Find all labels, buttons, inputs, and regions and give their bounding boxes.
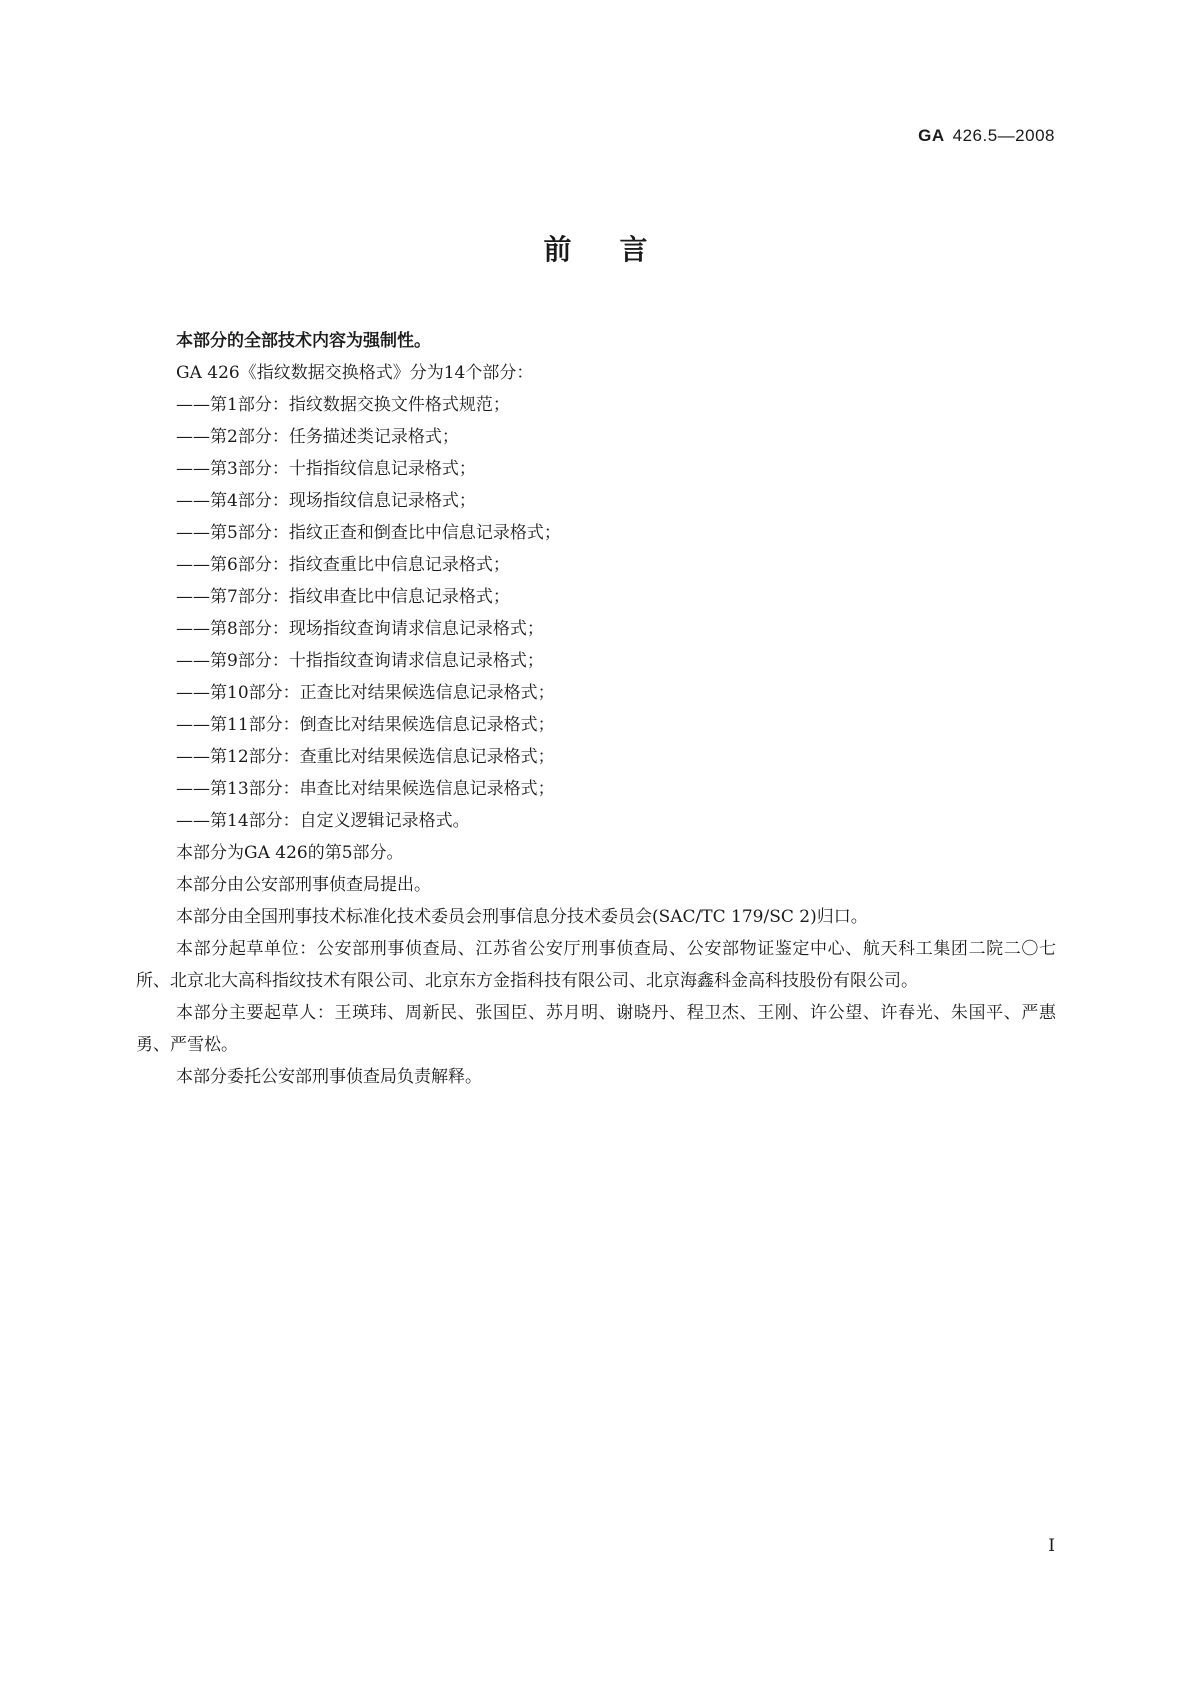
parts-list <box>136 389 1056 837</box>
list-item: ——第14部分：自定义逻辑记录格式。 <box>176 811 470 831</box>
list-item: ——第10部分：正查比对结果候选信息记录格式； <box>176 683 555 703</box>
list-item: ——第3部分：十指指纹信息记录格式； <box>176 459 476 479</box>
list-item: ——第7部分：指纹串查比中信息记录格式； <box>176 587 510 607</box>
list-item: ——第2部分：任务描述类记录格式； <box>176 427 459 447</box>
committee-statement: 本部分由全国刑事技术标准化技术委员会刑事信息分技术委员会(SAC/TC 179/SC 2)归口。 <box>176 907 868 927</box>
list-item: ——第9部分：十指指纹查询请求信息记录格式； <box>176 651 544 671</box>
standard-code-prefix: GA <box>918 126 945 145</box>
parts-intro: GA 426《指纹数据交换格式》分为14个部分： <box>176 363 534 383</box>
mandatory-statement: 本部分的全部技术内容为强制性。 <box>176 331 431 351</box>
list-item: ——第13部分：串查比对结果候选信息记录格式； <box>176 779 555 799</box>
foreword-body <box>136 325 1056 1093</box>
list-item: ——第8部分：现场指纹查询请求信息记录格式； <box>176 619 544 639</box>
interpretation-statement: 本部分委托公安部刑事侦查局负责解释。 <box>176 1067 482 1087</box>
drafting-units: 本部分起草单位：公安部刑事侦查局、江苏省公安厅刑事侦查局、公安部物证鉴定中心、航天科工集团二院二〇七所、北京北大高科指纹技术有限公司、北京东方金指科技有限公司、北京海鑫科金高科技股份有限公司。 <box>136 939 1056 991</box>
standard-code-number: 426.5—2008 <box>952 126 1055 145</box>
list-item: ——第4部分：现场指纹信息记录格式； <box>176 491 476 511</box>
list-item: ——第12部分：查重比对结果候选信息记录格式； <box>176 747 555 767</box>
list-item: ——第5部分：指纹正查和倒查比中信息记录格式； <box>176 523 561 543</box>
list-item: ——第1部分：指纹数据交换文件格式规范； <box>176 395 510 415</box>
list-item: ——第6部分：指纹查重比中信息记录格式； <box>176 555 510 575</box>
page-number: I <box>1048 1536 1055 1556</box>
page-title: 前言 <box>543 233 696 266</box>
list-item: ——第11部分：倒查比对结果候选信息记录格式； <box>176 715 555 735</box>
drafters: 本部分主要起草人：王瑛玮、周新民、张国臣、苏月明、谢晓丹、程卫杰、王刚、许公望、许春光、朱国平、严惠勇、严雪松。 <box>136 1003 1056 1055</box>
standard-code <box>918 126 1055 146</box>
part-number-statement: 本部分为GA 426的第5部分。 <box>176 843 404 863</box>
proposer-statement: 本部分由公安部刑事侦查局提出。 <box>176 875 431 895</box>
